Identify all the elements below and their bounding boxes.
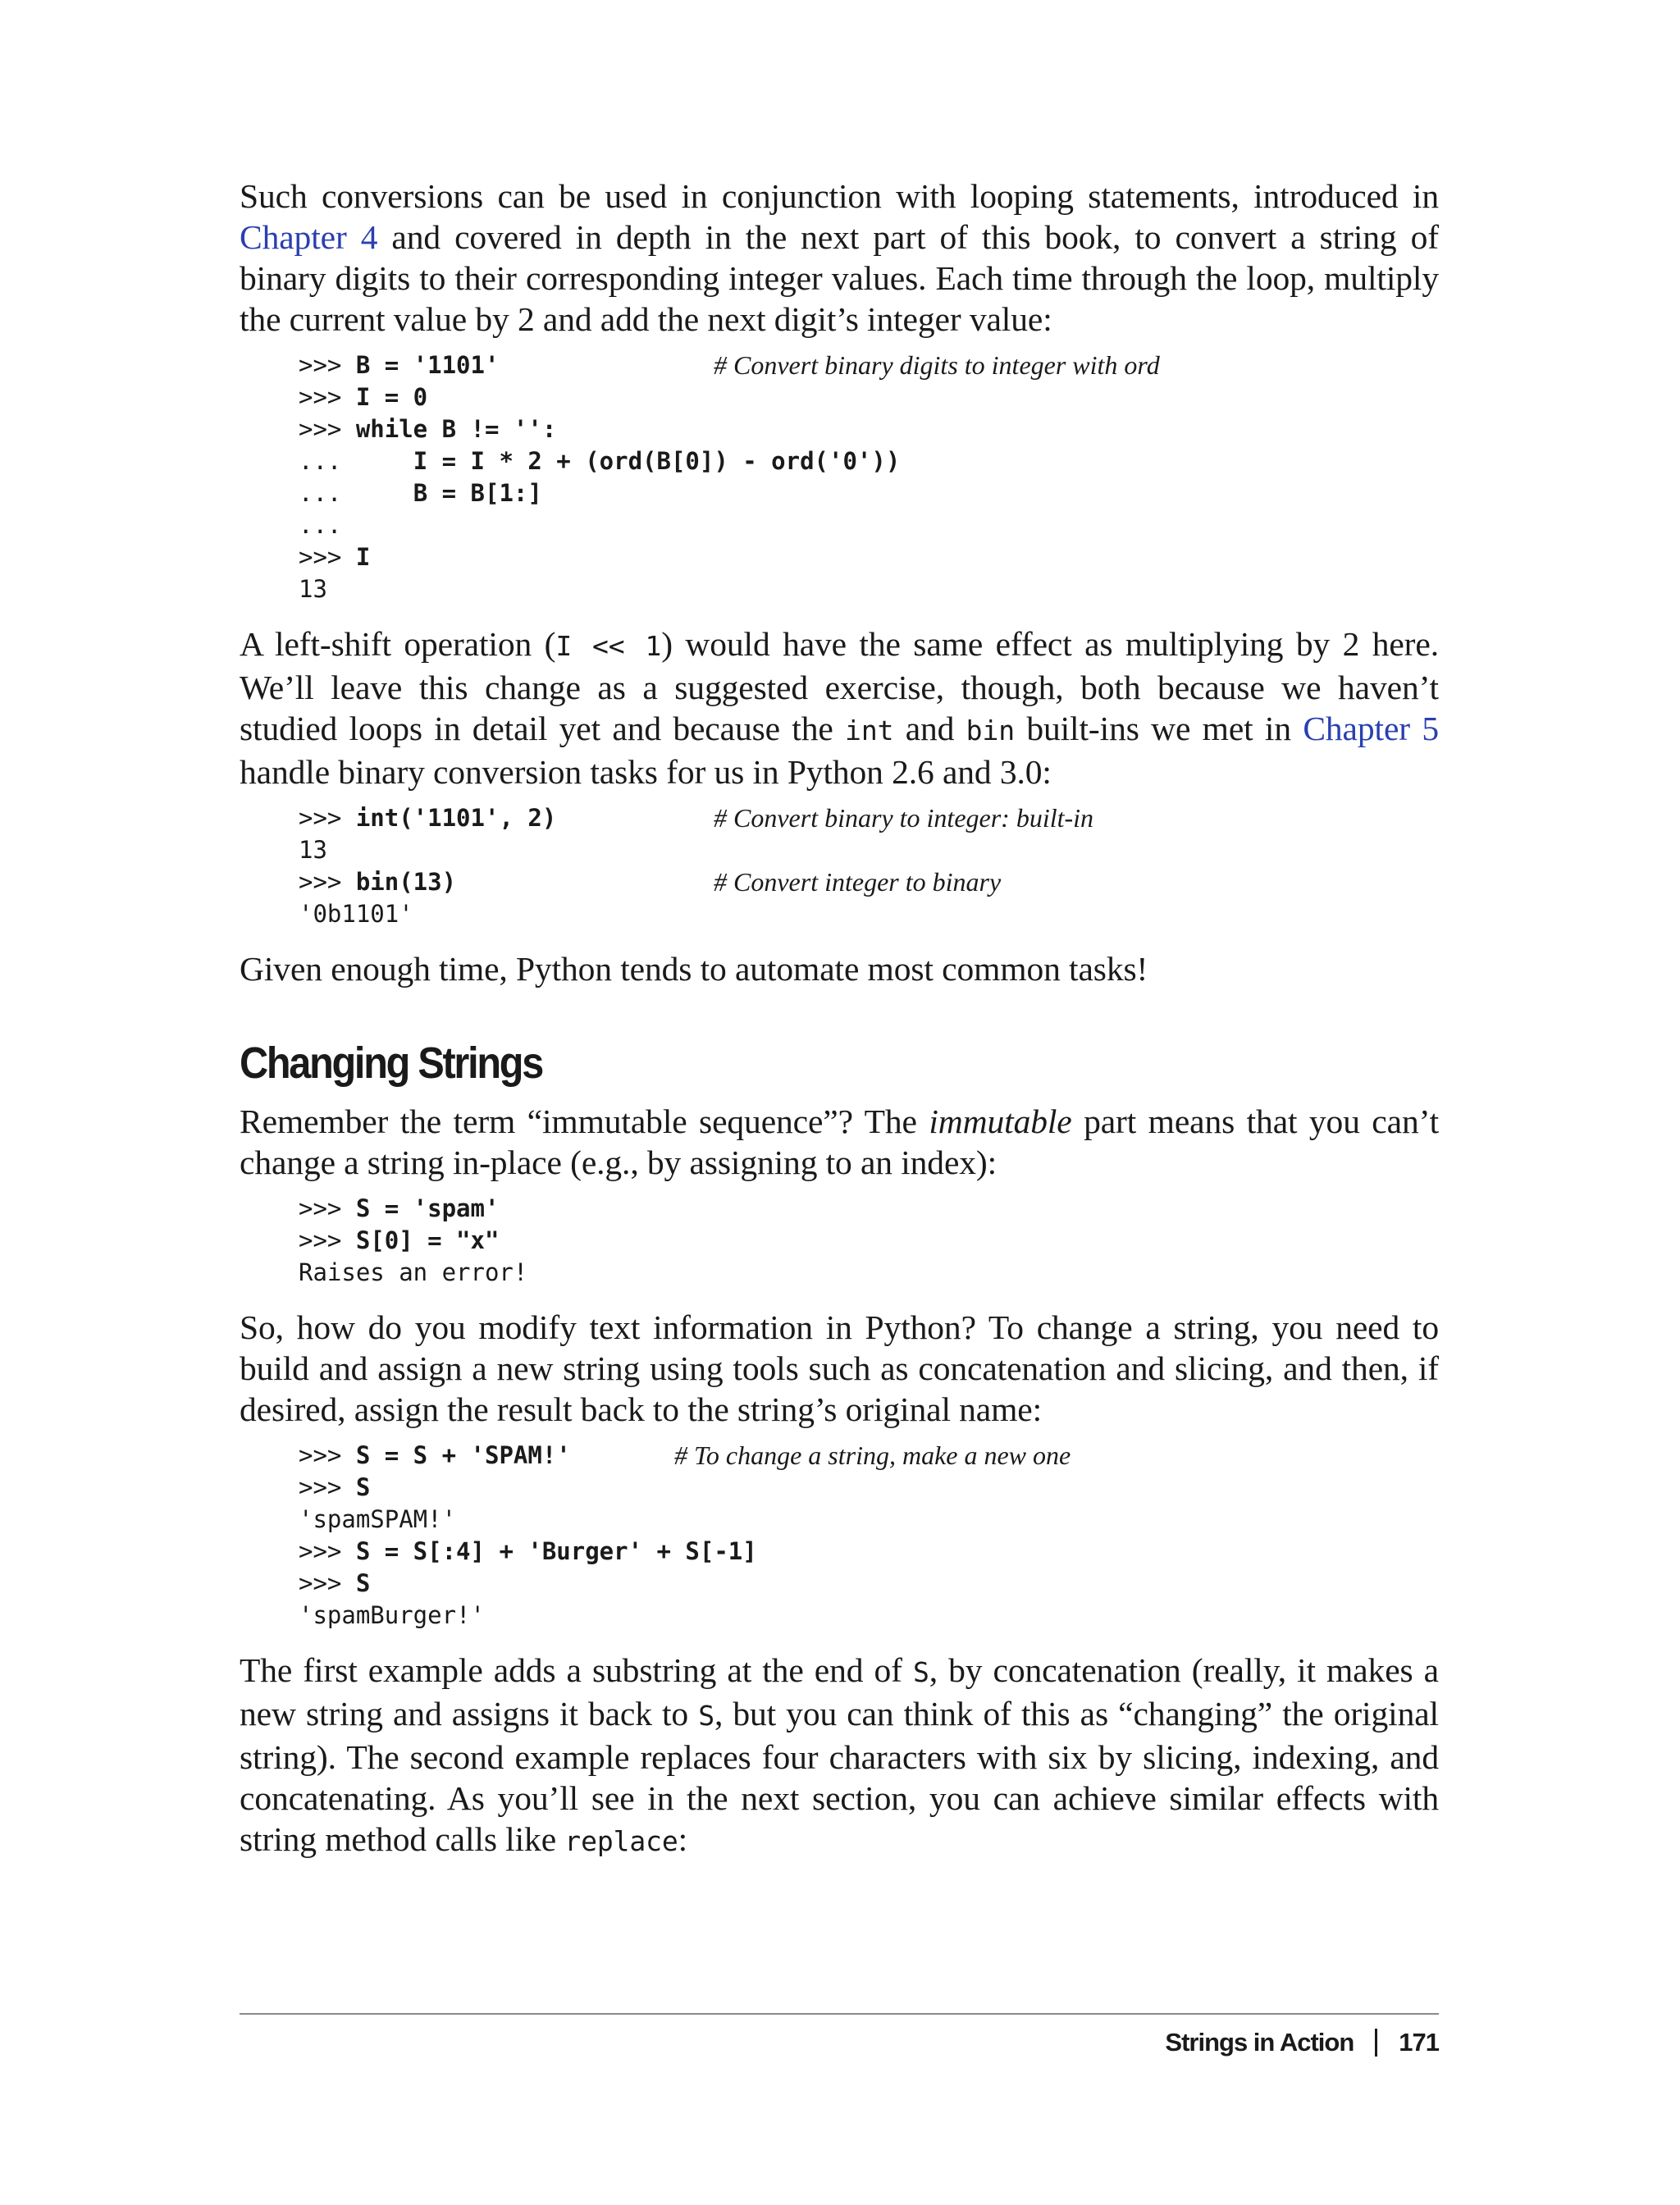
code-output: 13 — [299, 575, 327, 603]
code-block-new-string — [299, 1440, 1439, 1632]
code-output: 'spamSPAM!' — [299, 1505, 457, 1533]
paragraph-modify-text: So, how do you modify text information in Python? To change a string, you need to build and assign a new string using tools such as concatenation and slicing, and then, if desired, assign the result back to the string’s original name: — [240, 1308, 1439, 1428]
code-comment: # To change a string, make a new one — [674, 1440, 1071, 1470]
code-prompt: >>> — [299, 868, 356, 896]
footer-rule — [240, 2013, 1439, 2015]
inline-code: I << 1 — [555, 630, 662, 662]
paragraph-concatenation — [240, 1650, 1439, 1862]
code-block-builtins — [299, 802, 1439, 930]
code-output: 13 — [299, 836, 327, 864]
inline-code: bin — [966, 714, 1015, 746]
code-prompt: ... — [299, 479, 413, 507]
code-block-immutable-error — [299, 1193, 1439, 1289]
page-footer — [1165, 2025, 1439, 2061]
code-line — [299, 509, 1439, 541]
code-prompt: >>> — [299, 415, 356, 443]
code-line — [299, 1568, 1439, 1600]
code-input: S = 'spam' — [355, 1194, 500, 1222]
text-run: The first example adds a substring at the end of — [240, 1651, 913, 1689]
code-line — [299, 1440, 1439, 1472]
chapter-4-link[interactable]: Chapter 4 — [240, 218, 378, 256]
emphasis-text: immutable — [929, 1102, 1072, 1140]
paragraph-automate: Given enough time, Python tends to automate most common tasks! — [240, 950, 1148, 988]
code-prompt: >>> — [299, 383, 356, 411]
code-prompt: >>> — [299, 1226, 356, 1254]
code-line — [299, 349, 1439, 381]
text-run: Remember the term “immutable sequence”? The — [240, 1102, 929, 1140]
code-line — [299, 834, 1439, 866]
footer-separator — [1375, 2029, 1377, 2057]
code-comment: # Convert binary digits to integer with ord — [714, 350, 1160, 380]
code-line — [299, 541, 1439, 573]
text-run: built-ins we met in — [1014, 710, 1303, 747]
code-line — [299, 413, 1439, 445]
code-line — [299, 445, 1439, 477]
text-run: handle binary conversion tasks for us in Python 2.6 and 3.0: — [240, 753, 1052, 791]
code-prompt: >>> — [299, 804, 356, 832]
text-run: : — [678, 1820, 688, 1858]
code-block-binary-loop — [299, 349, 1439, 605]
paragraph-left-shift — [240, 623, 1439, 792]
code-prompt: >>> — [299, 1537, 356, 1565]
code-comment: # Convert binary to integer: built-in — [714, 803, 1094, 833]
running-section-title: Strings in Action — [1165, 2028, 1354, 2057]
code-input: S = S + 'SPAM!' — [355, 1441, 571, 1469]
code-line — [299, 1536, 1439, 1568]
code-line — [299, 1600, 1439, 1632]
text-run: and covered in depth in the next part of this book, to convert a string of binary digits to their corresponding integer values. Each time through the loop, multiply the current value by 2 and add the next digit’s integer value: — [240, 218, 1439, 338]
code-input: int('1101', 2) — [355, 804, 557, 832]
text-run: and — [893, 710, 966, 747]
code-input: S — [355, 1473, 371, 1501]
code-line — [299, 381, 1439, 413]
text-run: ) would have the same effect as multiplying by 2 here. We’ll leave this change as a suggested exercise, though, both because we haven’t studied loops in detail yet and because the — [240, 625, 1439, 747]
text-run: Such conversions can be used in conjunction with looping statements, introduced in — [240, 177, 1439, 215]
code-input: I = I * 2 + (ord(B[0]) - ord('0')) — [413, 447, 901, 475]
inline-code: S — [912, 1656, 929, 1688]
inline-code: replace — [564, 1825, 678, 1857]
code-line — [299, 1193, 1439, 1225]
code-prompt: >>> — [299, 543, 356, 571]
code-comment: # Convert integer to binary — [714, 867, 1002, 897]
code-input: bin(13) — [355, 868, 457, 896]
page-content — [240, 176, 1439, 1862]
code-prompt: >>> — [299, 1473, 356, 1501]
code-line — [299, 1225, 1439, 1257]
code-line — [299, 1472, 1439, 1504]
code-prompt: >>> — [299, 1194, 356, 1222]
code-output: Raises an error! — [299, 1258, 528, 1286]
code-input: S = S[:4] + 'Burger' + S[-1] — [355, 1537, 757, 1565]
chapter-5-link[interactable]: Chapter 5 — [1303, 710, 1439, 747]
code-input: S[0] = "x" — [355, 1226, 500, 1254]
code-line — [299, 1504, 1439, 1536]
paragraph-loop-conversion — [240, 176, 1439, 340]
text-run: A left-shift operation ( — [240, 625, 556, 663]
code-prompt: >>> — [299, 1569, 356, 1597]
code-prompt: >>> — [299, 351, 356, 379]
inline-code: S — [698, 1700, 714, 1732]
text-run: part means that you can’t change a string in-place (e.g., by assigning to an index): — [240, 1102, 1439, 1181]
code-line — [299, 477, 1439, 509]
code-line — [299, 802, 1439, 834]
code-input: while B != '': — [355, 415, 557, 443]
code-line — [299, 1257, 1439, 1289]
code-input: B = B[1:] — [413, 479, 542, 507]
code-prompt: ... — [299, 447, 413, 475]
code-line — [299, 866, 1439, 898]
section-heading: Changing Strings — [240, 1039, 542, 1088]
code-input: I — [355, 543, 371, 571]
code-input: I = 0 — [355, 383, 428, 411]
code-line — [299, 898, 1439, 930]
code-output: '0b1101' — [299, 900, 413, 928]
code-input: S — [355, 1569, 371, 1597]
code-line — [299, 573, 1439, 605]
code-output: 'spamBurger!' — [299, 1601, 485, 1629]
text-run: , but you can think of this as “changing” the original string). The second example replaces four characters with six by slicing, indexing, and concatenating. As you’ll see in the next section, you can achieve similar effects with string method calls like — [240, 1695, 1439, 1858]
text-run: , by concatenation (really, it makes a new string and assigns it back to — [240, 1651, 1439, 1732]
code-prompt: ... — [299, 511, 342, 539]
paragraph-immutable — [240, 1101, 1439, 1183]
code-input: B = '1101' — [355, 351, 500, 379]
code-prompt: >>> — [299, 1441, 356, 1469]
inline-code: int — [845, 714, 894, 746]
page-number: 171 — [1399, 2028, 1439, 2057]
